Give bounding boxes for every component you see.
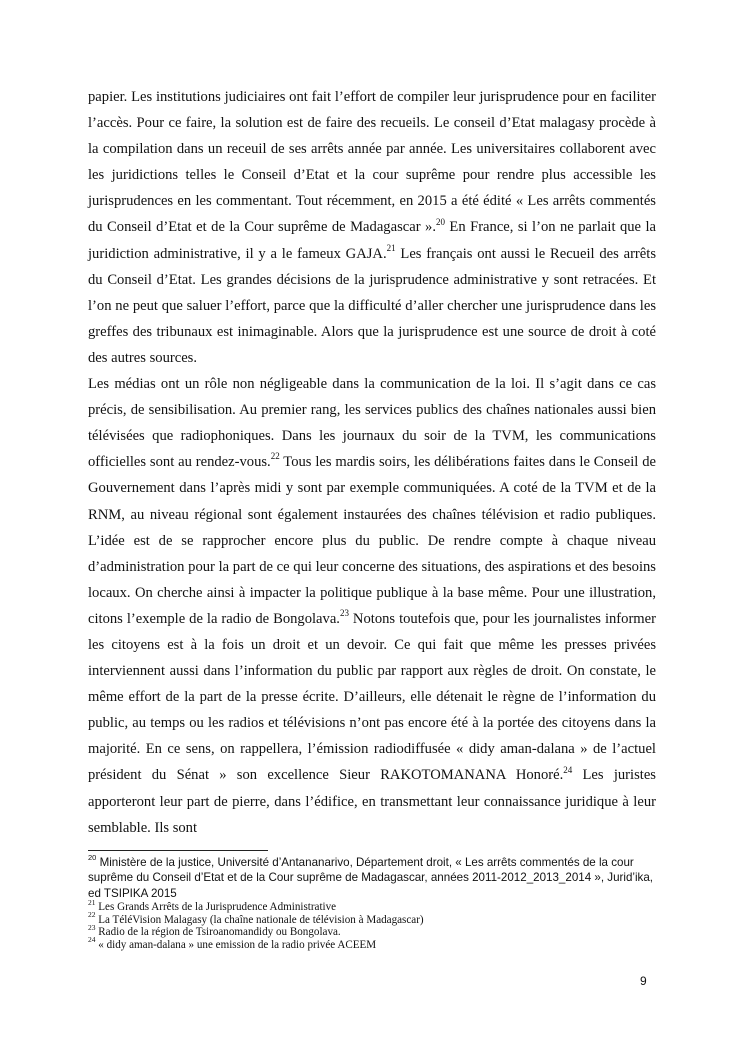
text-run: papier. Les institutions judiciaires ont fait l’effort de compiler leur jurisprudence pour en faciliter l’accès. Pour ce faire, la solution est de faire des recueils. Le conseil d’Etat malagasy procède à la compilation dans un receuil de ses arrêts année par année. Les universitaires collaborent avec les juridictions telles le Conseil d’Etat et la cour suprême pour rendre plus accessible les jurisprudences en les commentant. Tout récemment, en 2015 a été édité « Les arrêts commentés du Conseil d’Etat et de la Cour suprême de Madagascar ».: [88, 89, 656, 236]
footnote-23: [88, 922, 656, 939]
text-run: En France, si l’on ne parlait que la juridiction administrative, il y a le fameux GAJA.: [88, 219, 656, 262]
footnote-text: Ministère de la justice, Université d’Antananarivo, Département droit, « Les arrêts commentés de la cour suprême du Conseil d’Etat et de la Cour suprême de Madagascar, années 2011-2012_2013_2014 », Jurid’ika, ed TSIPIKA 2015: [88, 856, 654, 900]
paragraph-medias: [88, 371, 656, 841]
text-run: Les médias ont un rôle non négligeable dans la communication de la loi. Il s’agit dans ce cas précis, de sensibilisation. Au premier rang, les services publics des chaînes nationales aussi bien télévisées que radiophoniques. Dans les journaux du soir de la TVM, les communications officielles sont au rendez-vous.: [88, 376, 656, 471]
page-number: 9: [640, 974, 647, 988]
paragraph-jurisprudence: [88, 84, 656, 371]
footnote-24: [88, 935, 656, 952]
footnote-ref-22[interactable]: 22: [270, 451, 280, 462]
footnote-number: 22: [88, 910, 96, 920]
text-run: Les français ont aussi le Recueil des arrêts du Conseil d’Etat. Les grandes décisions de la jurisprudence administrative y sont retracées. Et l’on ne peut que saluer l’effort, parce que la difficulté d’aller chercher une jurisprudence dans les greffes des tribunaux est inimaginable. Alors que la jurisprudence est une source de droit à coté des autres sources.: [88, 245, 657, 366]
footnote-number: 21: [88, 897, 96, 907]
footnote-ref-23[interactable]: 23: [339, 608, 349, 619]
footnote-number: 20: [88, 853, 97, 863]
footnote-separator: [88, 850, 268, 851]
footnote-ref-21[interactable]: 21: [386, 242, 396, 253]
footnote-ref-20[interactable]: 20: [435, 216, 445, 227]
footnote-21: [88, 897, 656, 914]
text-run: Notons toutefois que, pour les journalistes informer les citoyens est à la fois un droit et un devoir. Ce qui fait que même les presses privées interviennent aussi dans l’information du public par rapport aux règles de droit. On constate, le même effort de la part de la presse écrite. D’ailleurs, elle détenait le règne de l’information du public, au temps ou les radios et télévisions n’ont pas encore été à la portée des citoyens dans la majorité. En ce sens, on rappellera, l’émission radiodiffusée « didy aman-dalana » de l’actuel président du Sénat » son excellence Sieur RAKOTOMANANA Honoré.: [88, 610, 657, 784]
footnote-number: 23: [88, 922, 96, 932]
footnote-text: « didy aman-dalana » une emission de la radio privée ACEEM: [95, 939, 377, 951]
footnote-text: La TéléVision Malagasy (la chaîne nationale de télévision à Madagascar): [95, 913, 424, 926]
footnote-number: 24: [88, 935, 96, 945]
footnotes: [88, 855, 656, 952]
text-run: Les juristes apporteront leur part de pierre, dans l’édifice, en transmettant leur connaissance juridique à leur semblable. Ils sont: [88, 767, 656, 836]
text-run: Tous les mardis soirs, les délibérations faites dans le Conseil de Gouvernement dans l’après midi y sont par exemple communiquées. A coté de la TVM et de la RNM, au niveau régional sont également instaurées des chaînes télévision et radio publiques. L’idée est de se rapprocher encore plus du public. De rendre compte à chaque niveau d’administration pour la part de ce qui leur concerne des situations, des aspirations et des besoins locaux. On cherche ainsi à impacter la politique publique à la base même. Pour une illustration, citons l’exemple de la radio de Bongolava.: [88, 454, 656, 627]
footnote-ref-24[interactable]: 24: [563, 764, 573, 775]
body-text: [88, 84, 656, 841]
footnote-text: Les Grands Arrêts de la Jurisprudence Administrative: [95, 901, 337, 914]
footnote-20: [88, 855, 656, 901]
footnote-22: [88, 910, 656, 927]
footnote-text: Radio de la région de Tsiroanomandidy ou Bongolava.: [95, 926, 341, 939]
